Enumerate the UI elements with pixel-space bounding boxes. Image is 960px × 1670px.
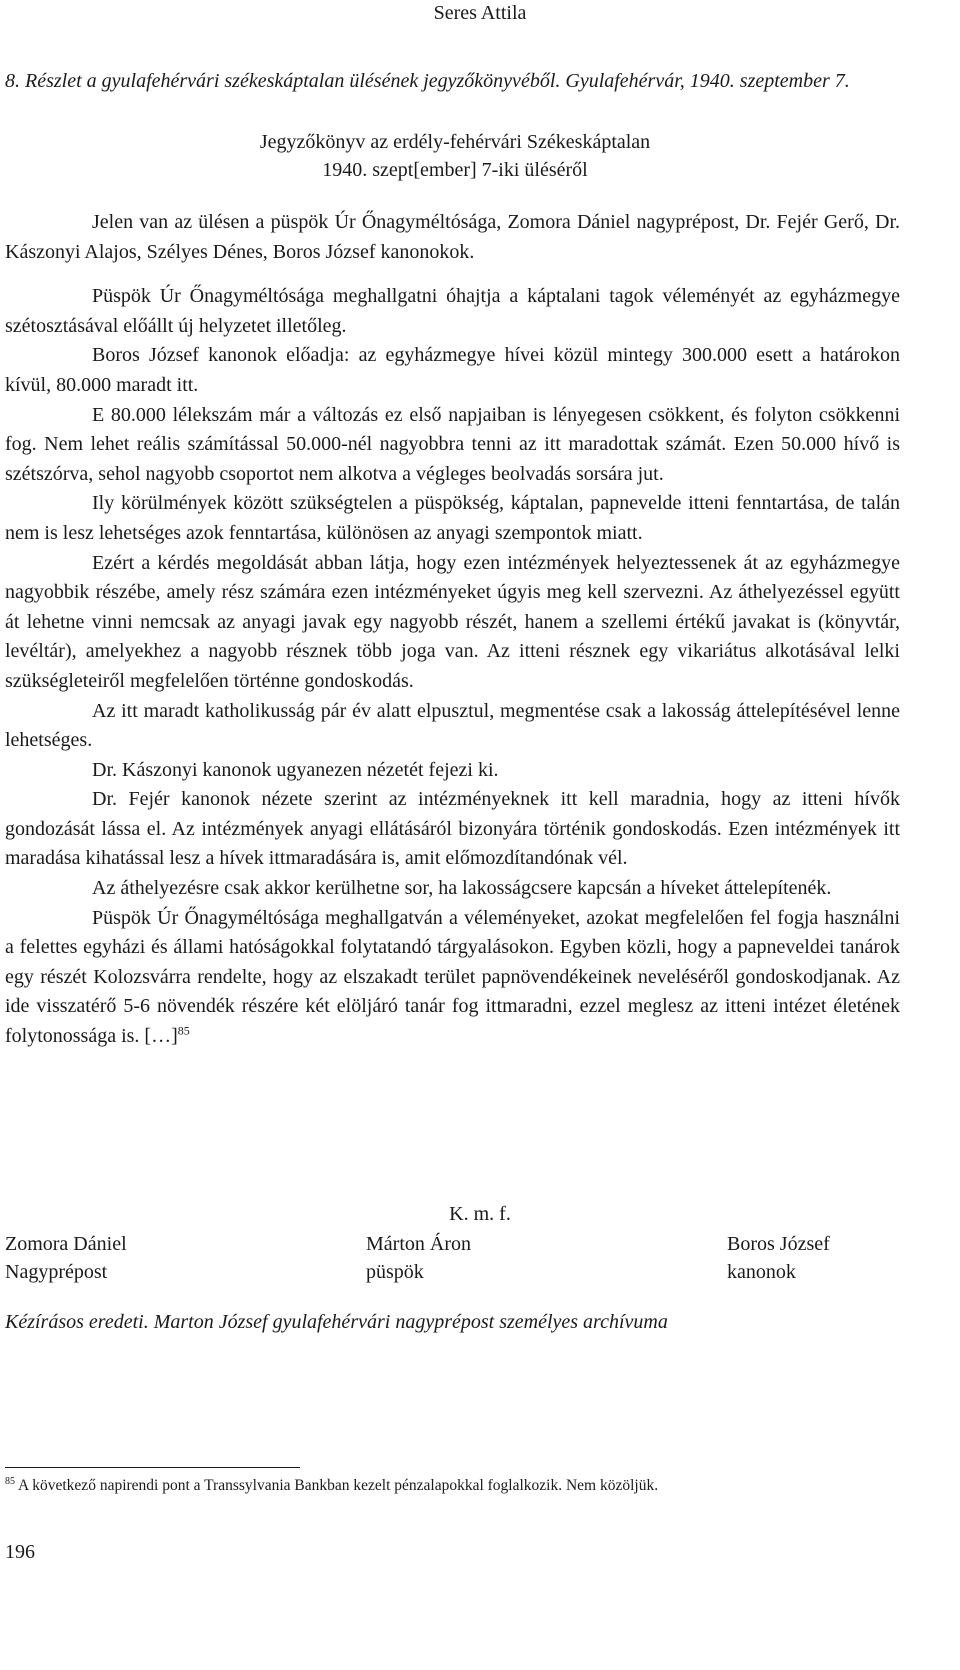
paragraph-population: E 80.000 lélekszám már a változás ez első napjaiban is lényegesen csökkent, és folyton csökkenni fog. Nem lehet reális számítással 50.000-nél nagyobbra tenni az itt maradottak számát. Ezen 50.000 hívő is szétszórva, sehol nagyobb csoportot nem alkotva a végleges beolvadás sorsára jut. [5,403,900,485]
source-note: Kézírásos eredeti. Marton József gyulafehérvári nagyprépost személyes archívuma [5,1311,668,1333]
minutes-heading [5,128,905,184]
closing-formula: K. m. f. [449,1203,511,1225]
paragraph-circumstances: Ily körülmények között szükségtelen a püspökség, káptalan, papnevelde itteni fenntartása, de talán nem is lesz lehetséges azok fenntartása, különösen az anyagi szempontok miatt. [5,492,900,544]
paragraph-bishop-request: Püspök Úr Őnagyméltósága meghallgatni óhajtja a káptalani tagok véleményét az egyházmegye szétosztásával előállt új helyzetet illetőleg. [5,285,900,337]
paragraph-kaszonyi: Dr. Kászonyi kanonok ugyanezen nézetét fejezi ki. [92,758,499,781]
paragraph-bishop-conclusion-text: Püspök Úr Őnagyméltósága meghallgatván a véleményeket, azokat megfelelően fel fogja használni a felettes egyházi és állami hatóságokkal folytatandó tárgyalásokon. Egyben közli, hogy a papneveldei tanárok egy részét Kolozsvárra rendelte, hogy az elszakadt terület papnövendékeinek neveléséről gondoskodjanak. Az ide visszatérő 5-6 növendék részére két elöljáró tanár fog ittmaradni, ezzel meglesz az itteni intézet életének folytonossága is. […] [5,906,900,1048]
paragraph-catholics: Az itt maradt katholikusság pár év alatt elpusztul, megmentése csak a lakosság áttelepítésével lenne lehetséges. [5,699,900,752]
signatory-name: Márton Áron [366,1233,471,1255]
footnote-divider [5,1467,300,1468]
signatory-name: Boros József [727,1233,830,1255]
heading-line-1: Jegyzőkönyv az erdély-fehérvári Székeskáptalan [259,131,651,153]
paragraph-fejer: Dr. Fejér kanonok nézete szerint az intézményeknek itt kell maradnia, hogy az itteni hívők gondozását lássa el. Az intézmények anyagi ellátásáról bizonyára történik gondoskodás. Ezen intézmények itt maradása kihatással lesz a hívek ittmaradására is, amit előmozdítandónak vél. [5,788,900,870]
footnote [5,1477,905,1495]
page-number: 196 [5,1541,35,1563]
document-title: 8. Részlet a gyulafehérvári székeskáptalan ülésének jegyzőkönyvéből. Gyulafehérvár, 1940. szeptember 7. [5,70,850,92]
minutes-body [5,208,900,1052]
heading-line-2: 1940. szept[ember] 7-iki üléséről [322,159,588,181]
running-head: Seres Attila [433,2,527,24]
signatory-name: Zomora Dániel [5,1233,127,1255]
paragraph-solution: Ezért a kérdés megoldását abban látja, hogy ezen intézmények helyeztessenek át az egyházmegye nagyobbik részébe, amely rész számára ezen intézményeket úgyis meg kell szervezni. Az áthelyezéssel együtt át lehetne vinni nemcsak az anyagi javak egy nagyobb részét, hanem a szellemi értékű javakat is (könyvtár, levéltár), amelyekhez a nagyobb résznek több joga van. Az itteni résznek egy vikariátus alkotásával lelki szükségleteiről megfelelően történne gondoskodás. [5,551,900,692]
signatory-role: püspök [366,1261,424,1283]
signatory-role: Nagyprépost [5,1261,108,1283]
paragraph-boros-report: Boros József kanonok előadja: az egyházmegye hívei közül mintegy 300.000 esett a határokon kívül, 80.000 maradt itt. [5,344,900,396]
signature-marton [366,1230,471,1286]
signature-zomora [5,1230,127,1286]
paragraph-attendance: Jelen van az ülésen a püspök Úr Őnagyméltósága, Zomora Dániel nagyprépost, Dr. Fejér Gerő, Dr. Kászonyi Alajos, Szélyes Dénes, Boros József kanonokok. [5,211,900,263]
footnote-number: 85 [5,1475,15,1487]
footnote-reference[interactable]: 85 [177,1023,190,1038]
signatory-role: kanonok [727,1261,796,1283]
signature-boros [727,1230,830,1286]
footnote-text: A következő napirendi pont a Transsylvania Bankban kezelt pénzalapokkal foglalkozik. Nem közöljük. [18,1477,659,1494]
paragraph-relocation: Az áthelyezésre csak akkor kerülhetne sor, ha lakosságcsere kapcsán a híveket áttelepítenék. [92,877,832,900]
paragraph-bishop-conclusion [5,904,900,1052]
